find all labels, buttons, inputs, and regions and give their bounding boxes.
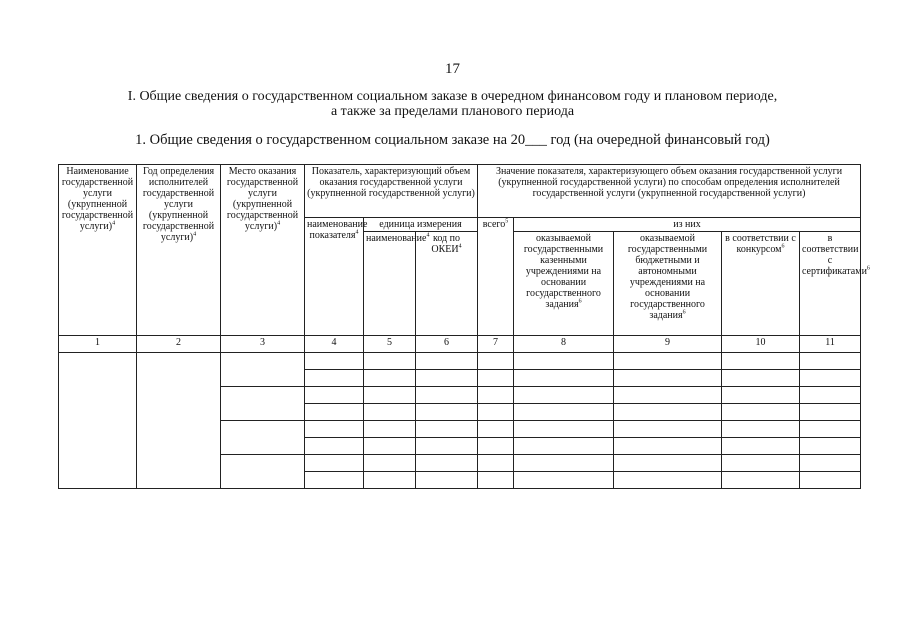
data-cell[interactable] — [722, 353, 800, 370]
data-cell[interactable] — [364, 438, 416, 455]
data-cell[interactable] — [478, 472, 514, 489]
data-cell[interactable] — [416, 472, 478, 489]
column-number: 2 — [137, 336, 221, 353]
place-cell[interactable] — [221, 421, 305, 455]
column-number: 8 — [514, 336, 614, 353]
data-cell[interactable] — [722, 370, 800, 387]
column-number: 3 — [221, 336, 305, 353]
data-cell[interactable] — [722, 421, 800, 438]
data-cell[interactable] — [514, 472, 614, 489]
data-cell[interactable] — [722, 404, 800, 421]
data-cell[interactable] — [614, 455, 722, 472]
place-cell[interactable] — [221, 353, 305, 387]
data-cell[interactable] — [416, 455, 478, 472]
data-cell[interactable] — [514, 438, 614, 455]
data-cell[interactable] — [416, 353, 478, 370]
column-number: 1 — [59, 336, 137, 353]
data-cell[interactable] — [305, 370, 364, 387]
data-cell[interactable] — [364, 421, 416, 438]
place-cell[interactable] — [221, 455, 305, 489]
data-cell[interactable] — [478, 421, 514, 438]
data-cell[interactable] — [800, 404, 861, 421]
header-certificates: в соответствии с сертификатами$^6$ — [800, 232, 861, 336]
header-konkurs: в соответствии с конкурсом$^6$ — [722, 232, 800, 336]
subsection-title: 1. Общие сведения о государственном социальном заказе на 20___ год (на очередной финансовый год) — [135, 132, 770, 148]
data-cell[interactable] — [305, 438, 364, 455]
header-unit-group: единица измерения — [364, 218, 478, 232]
column-number-row — [59, 336, 861, 353]
column-number: 4 — [305, 336, 364, 353]
data-cell[interactable] — [478, 370, 514, 387]
data-cell[interactable] — [514, 353, 614, 370]
header-place: Место оказания государственной услуги (укрупненной государственной услуги)$^4$ — [221, 165, 305, 336]
data-cell[interactable] — [364, 353, 416, 370]
data-cell[interactable] — [416, 387, 478, 404]
data-cell[interactable] — [614, 370, 722, 387]
data-cell[interactable] — [614, 421, 722, 438]
data-cell[interactable] — [416, 404, 478, 421]
data-cell[interactable] — [800, 455, 861, 472]
header-service-name: Наименование государственной услуги (укрупненной государственной услуги)$^4$ — [59, 165, 137, 336]
page-number: 17 — [445, 61, 460, 77]
header-value-group: Значение показателя, характеризующего объем оказания государственной услуги (укрупненной государственной услуги) по способам определения исполнителей государственной услуги (укрупненной государственной услуги) — [478, 165, 861, 218]
data-cell[interactable] — [478, 404, 514, 421]
data-cell[interactable] — [722, 438, 800, 455]
column-number: 11 — [800, 336, 861, 353]
data-cell[interactable] — [364, 387, 416, 404]
table-row — [59, 353, 861, 370]
data-cell[interactable] — [416, 421, 478, 438]
data-cell[interactable] — [514, 370, 614, 387]
header-year: Год определения исполнителей государственной услуги (укрупненной государственной услуги)$^4$ — [137, 165, 221, 336]
section-title — [0, 89, 905, 119]
header-indicator-name: наименование показателя$^4$ — [305, 218, 364, 336]
data-cell[interactable] — [305, 455, 364, 472]
data-cell[interactable] — [614, 438, 722, 455]
data-cell[interactable] — [305, 387, 364, 404]
data-cell[interactable] — [614, 353, 722, 370]
section-title-line-1: I. Общие сведения о государственном социальном заказе в очередном финансовом году и плановом периоде, — [127, 89, 778, 104]
data-cell[interactable] — [305, 353, 364, 370]
year-cell[interactable] — [137, 353, 221, 489]
data-cell[interactable] — [800, 387, 861, 404]
service-name-cell[interactable] — [59, 353, 137, 489]
header-kazennye: оказываемой государственными казенными учреждениями на основании государственного задания$^6$ — [514, 232, 614, 336]
column-number: 6 — [416, 336, 478, 353]
data-cell[interactable] — [305, 421, 364, 438]
data-cell[interactable] — [800, 421, 861, 438]
data-cell[interactable] — [514, 421, 614, 438]
header-okei-code: код по ОКЕИ$^4$ — [416, 232, 478, 336]
data-cell[interactable] — [614, 472, 722, 489]
data-cell[interactable] — [416, 370, 478, 387]
place-cell[interactable] — [221, 387, 305, 421]
header-of-them: из них — [514, 218, 861, 232]
data-cell[interactable] — [614, 404, 722, 421]
data-cell[interactable] — [614, 387, 722, 404]
data-cell[interactable] — [514, 387, 614, 404]
section-title-line-2: а также за пределами планового периода — [330, 104, 575, 119]
column-number: 9 — [614, 336, 722, 353]
data-cell[interactable] — [800, 353, 861, 370]
social-order-table — [58, 164, 870, 489]
data-cell[interactable] — [364, 404, 416, 421]
data-cell[interactable] — [364, 472, 416, 489]
data-cell[interactable] — [478, 387, 514, 404]
data-cell[interactable] — [514, 404, 614, 421]
header-indicator-group: Показатель, характеризующий объем оказания государственной услуги (укрупненной государственной услуги) — [305, 165, 478, 218]
header-unit-name: наименование$^4$ — [364, 232, 416, 336]
data-cell[interactable] — [722, 387, 800, 404]
data-cell[interactable] — [305, 404, 364, 421]
data-cell[interactable] — [800, 472, 861, 489]
column-number: 7 — [478, 336, 514, 353]
data-cell[interactable] — [364, 370, 416, 387]
data-cell[interactable] — [514, 455, 614, 472]
data-cell[interactable] — [305, 472, 364, 489]
data-cell[interactable] — [416, 438, 478, 455]
data-cell[interactable] — [800, 370, 861, 387]
data-cell[interactable] — [800, 438, 861, 455]
data-cell[interactable] — [722, 472, 800, 489]
column-number: 5 — [364, 336, 416, 353]
data-cell[interactable] — [478, 455, 514, 472]
data-cell[interactable] — [478, 438, 514, 455]
column-number: 10 — [722, 336, 800, 353]
header-total: всего$^5$ — [478, 218, 514, 336]
header-budget: оказываемой государственными бюджетными и автономными учреждениями на основании государственного задания$^6$ — [614, 232, 722, 336]
data-cell[interactable] — [722, 455, 800, 472]
data-cell[interactable] — [478, 353, 514, 370]
data-cell[interactable] — [364, 455, 416, 472]
